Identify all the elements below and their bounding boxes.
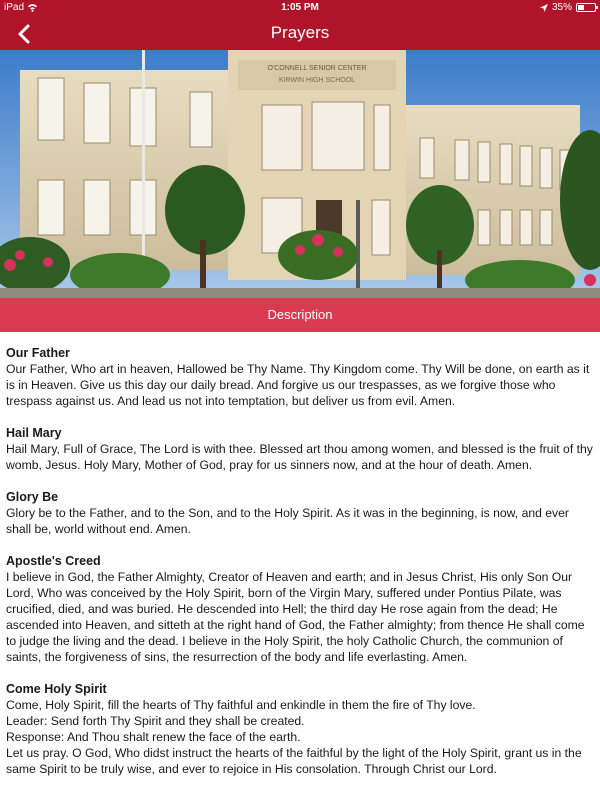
hero-image [0, 50, 600, 298]
status-time: 1:05 PM [281, 2, 319, 13]
battery-percent: 35% [551, 2, 572, 13]
location-arrow-icon [540, 4, 548, 12]
prayer-text: I believe in God, the Father Almighty, Creator of Heaven and earth; and in Jesus Christ, His only Son Our Lord, Who was conceived by the Holy Spirit, born of the Virgin Mary, suffered under Pontius Pilate, was crucified, died, and was buried. He descended into Hell; the third day He rose again from the dead; He ascended into Heaven, and sitteth at the right hand of God, the Father almighty; from thence He shall come to judge the living and the dead. I believe in the Holy Spirit, the holy Catholic Church, the communion of saints, the forgiveness of sins, the resurrection of the body and life everlasting. Amen. [6, 570, 585, 664]
page-title: Prayers [270, 23, 330, 42]
prayer-our-father [6, 345, 594, 409]
prayer-text: Glory be to the Father, and to the Son, and to the Holy Spirit. As it was in the beginning, is now, and ever shall be, world without end. Amen. [6, 506, 569, 536]
prayer-text: Our Father, Who art in heaven, Hallowed be Thy Name. Thy Kingdom come. Thy Will be done, on earth as it is in Heaven. Give us this day our daily bread. And forgive us our trespasses, as we forgive those who trespass against us. And lead us not into temptation, but deliver us from evil. Amen. [6, 362, 590, 408]
prayers-list [6, 345, 594, 793]
building-sign-2: KIRWIN HIGH SCHOOL [278, 77, 356, 84]
prayer-title: Our Father [6, 346, 70, 360]
building-sign-1: O'CONNELL SENIOR CENTER [267, 65, 367, 72]
prayer-title: Come Holy Spirit [6, 682, 107, 696]
prayer-text: Hail Mary, Full of Grace, The Lord is with thee. Blessed art thou among women, and blessed is the fruit of thy womb, Jesus. Holy Mary, Mother of God, pray for us sinners now, and at the hour of death. Amen. [6, 442, 593, 472]
prayer-glory-be [6, 489, 594, 537]
prayer-title: Hail Mary [6, 426, 62, 440]
prayer-text: Come, Holy Spirit, fill the hearts of Thy faithful and enkindle in them the fire of Thy love. Leader: Send forth Thy Spirit and they shall be created. Response: And Thou shalt renew the face of the earth. Let us pray. O God, Who didst instruct the hearts of the faithful by the light of the Holy Spirit, grant us in the same Spirit to be truly wise, and ever to rejoice in His consolation. Through Christ our Lord. [6, 698, 582, 776]
prayer-title: Glory Be [6, 490, 59, 504]
battery-icon [576, 3, 596, 12]
prayer-apostles-creed [6, 553, 594, 665]
building-photo [0, 50, 600, 298]
status-bar [0, 0, 600, 16]
tab-description[interactable]: Description [0, 298, 600, 332]
app-header [0, 0, 600, 50]
prayer-hail-mary [6, 425, 594, 473]
device-label: iPad [4, 2, 25, 13]
nav-bar [0, 16, 600, 50]
prayer-title: Apostle's Creed [6, 554, 101, 568]
prayer-come-holy-spirit [6, 681, 594, 777]
